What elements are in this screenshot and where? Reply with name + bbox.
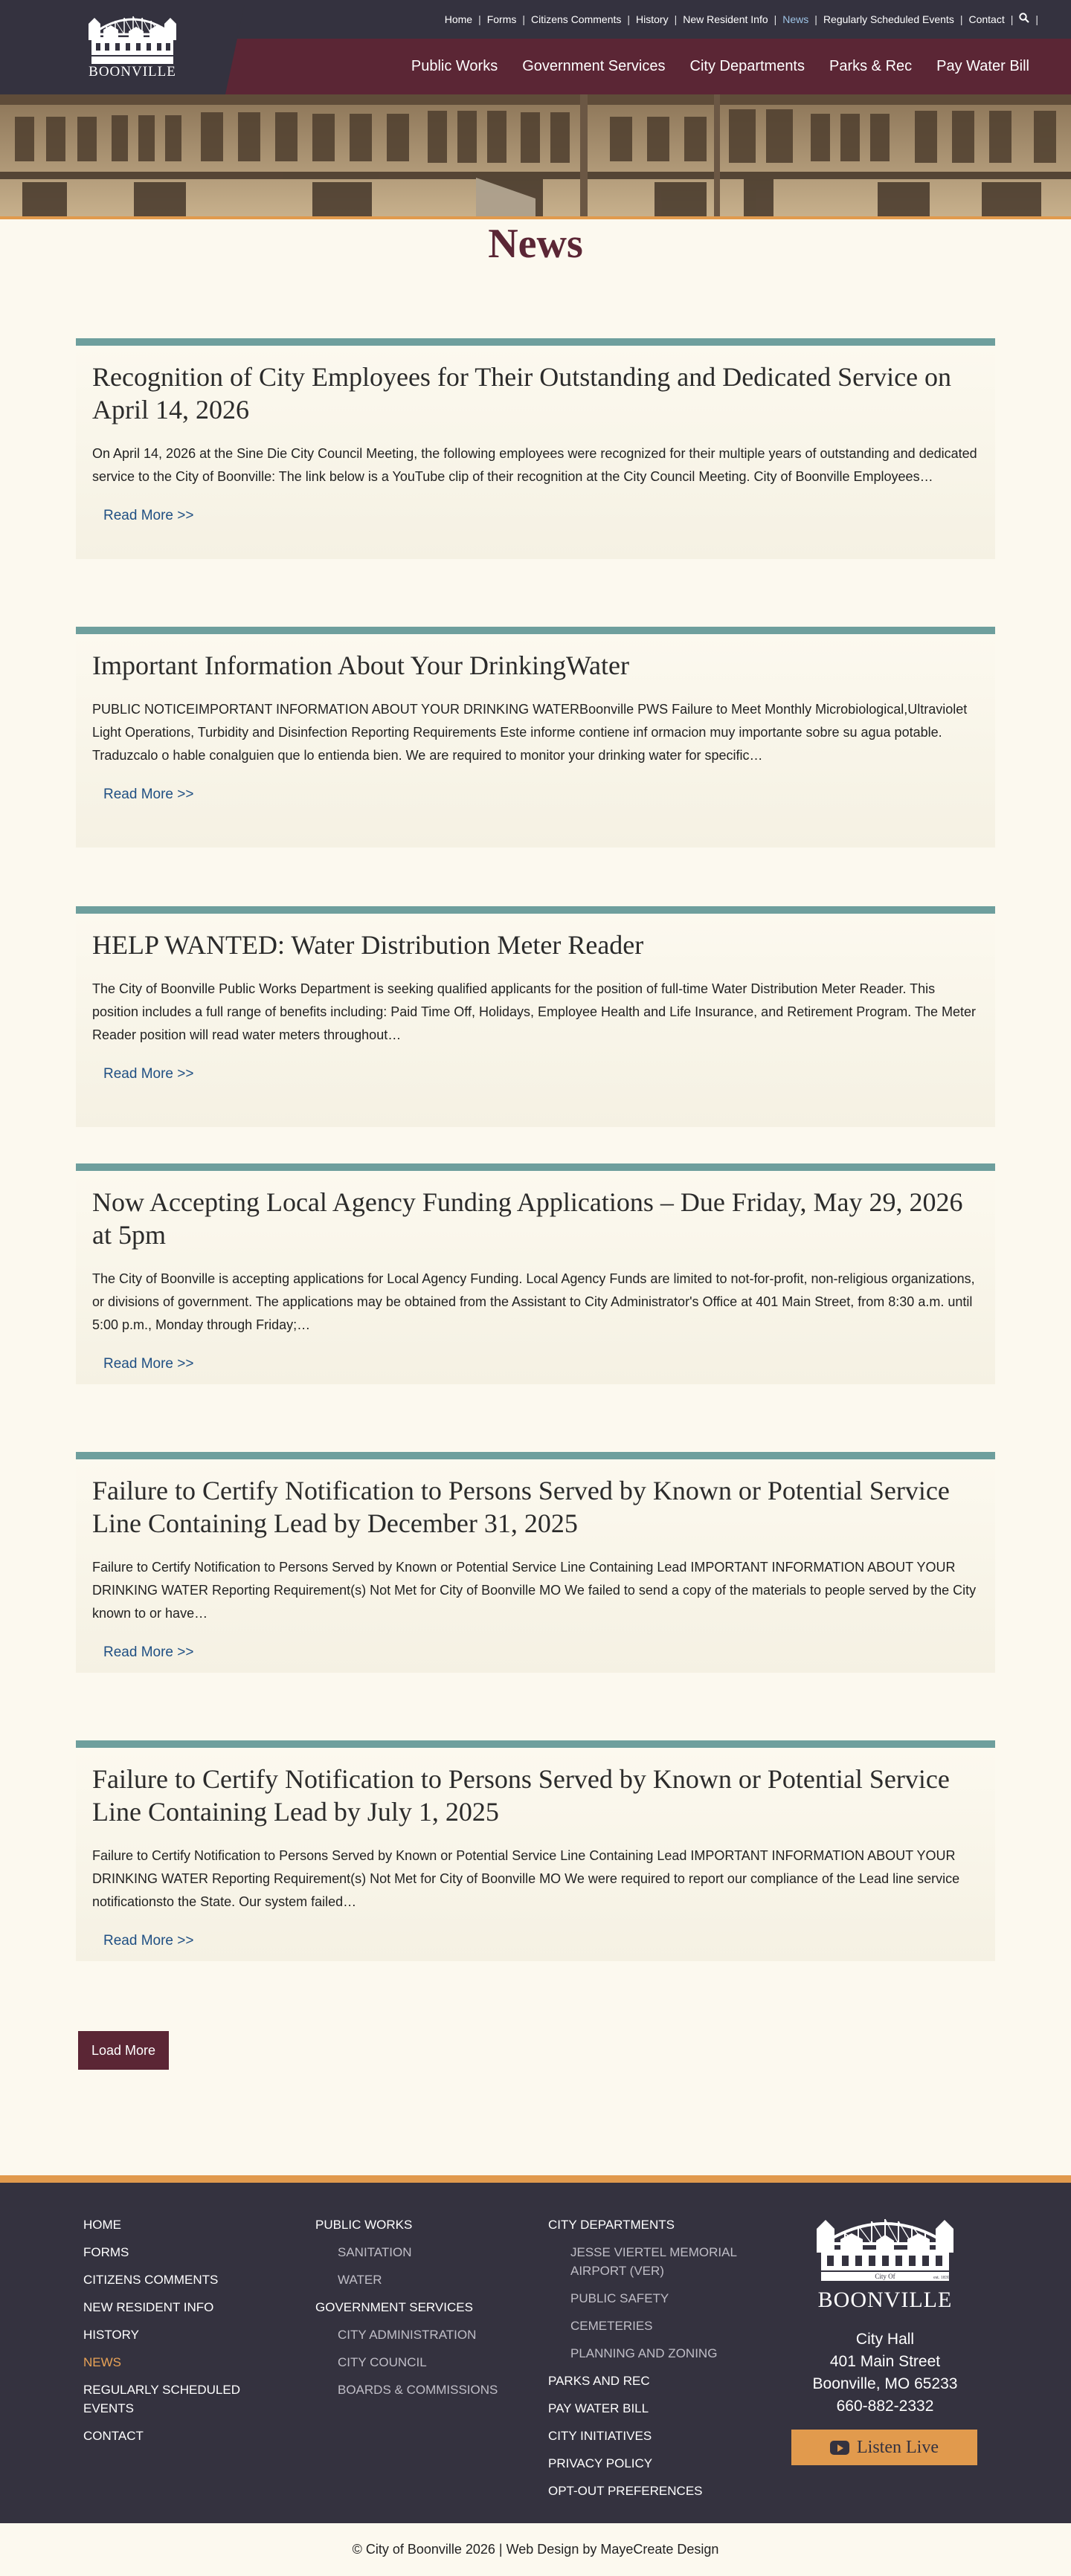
article-excerpt: The City of Boonville is accepting applications for Local Agency Funding. Local Agency Funds are limited to not-for-profit, non-religious organizations, or divisions of government. The applications may be obtained from the Assistant to City Administrator's Office at 401 Main Street, from 8:30 a.m. until 5:00 p.m., Monday through Friday;… — [92, 1271, 975, 1332]
listen-live-button[interactable] — [791, 2430, 977, 2465]
top-bar — [223, 0, 1071, 39]
footer-link-city-council[interactable]: CITY COUNCIL — [338, 2355, 427, 2369]
news-article — [76, 1452, 995, 1673]
footer-link-city-departments[interactable]: CITY DEPARTMENTS — [548, 2218, 675, 2232]
footer-col-main — [83, 2211, 277, 2450]
footer-link-cemeteries[interactable]: CEMETERIES — [570, 2319, 653, 2333]
footer-col-services — [315, 2211, 538, 2404]
read-more-link[interactable]: Read More >> — [103, 1356, 194, 1372]
read-more-link[interactable]: Read More >> — [103, 1933, 194, 1949]
footer-contact — [792, 2328, 978, 2418]
contact-street: 401 Main Street — [829, 2353, 941, 2370]
footer-link-citizens-comments[interactable]: CITIZENS COMMENTS — [83, 2273, 219, 2287]
main-nav — [387, 58, 1029, 75]
footer-logo-small-text: City Of — [875, 2273, 895, 2280]
main-nav-city-departments[interactable]: City Departments — [689, 58, 805, 74]
main-bar — [223, 39, 1071, 94]
main-nav-pay-water-bill[interactable]: Pay Water Bill — [936, 58, 1029, 74]
top-nav-home[interactable]: Home — [444, 13, 473, 25]
top-nav: Home | Forms | Citizens Comments | History | New Resident Info | News | Regularly Scheduled Events | Contact | | — [439, 13, 1038, 25]
footer-logo-est-text: est. 1839 — [933, 2276, 950, 2280]
footer-link-city-administration[interactable]: CITY ADMINISTRATION — [338, 2328, 477, 2342]
footer-link-sanitation[interactable]: SANITATION — [338, 2245, 412, 2259]
top-nav-news[interactable]: News — [782, 13, 809, 25]
footer-link-public-works[interactable]: PUBLIC WORKS — [315, 2218, 413, 2232]
footer-link-public-safety[interactable]: PUBLIC SAFETY — [570, 2291, 669, 2305]
footer-link-boards-commissions[interactable]: BOARDS & COMMISSIONS — [338, 2383, 498, 2397]
footer-logo-text: BOONVILLE — [817, 2288, 953, 2312]
article-title[interactable]: Failure to Certify Notification to Persons Served by Known or Potential Service Line Containing Lead by December 31, 2025 — [92, 1476, 950, 1538]
top-nav-new-resident-info[interactable]: New Resident Info — [683, 13, 768, 25]
article-title[interactable]: Failure to Certify Notification to Persons Served by Known or Potential Service Line Containing Lead by July 1, 2025 — [92, 1764, 950, 1827]
search-icon[interactable] — [1013, 13, 1035, 25]
footer-link-new-resident-info[interactable]: NEW RESIDENT INFO — [83, 2300, 214, 2314]
load-more-button[interactable]: Load More — [78, 2031, 169, 2070]
copyright-text: © City of Boonville 2026 | Web Design by MayeCreate Design — [352, 2542, 719, 2557]
hero-storefront-image — [0, 94, 1071, 216]
article-title[interactable]: Important Information About Your DrinkingWater — [92, 651, 630, 680]
read-more-link[interactable]: Read More >> — [103, 787, 194, 802]
top-nav-history[interactable]: History — [636, 13, 669, 25]
listen-live-label: Listen Live — [857, 2437, 939, 2457]
article-excerpt: Failure to Certify Notification to Persons Served by Known or Potential Service Line Containing Lead IMPORTANT INFORMATION ABOUT YOUR DRINKING WATER Reporting Requirement(s) Not Met for City of Boonville MO We were required to report our compliance of the Lead line service notificationsto the State. Our system failed… — [92, 1848, 960, 1909]
footer-link-pay-water-bill[interactable]: PAY WATER BILL — [548, 2401, 649, 2415]
copyright-bar — [0, 2523, 1071, 2576]
contact-phone[interactable]: 660-882-2332 — [836, 2398, 934, 2415]
main-nav-public-works[interactable]: Public Works — [411, 58, 498, 74]
read-more-link[interactable]: Read More >> — [103, 1644, 194, 1660]
footer-col-departments — [548, 2211, 771, 2505]
logo-text: BOONVILLE — [89, 64, 176, 80]
contact-name: City Hall — [855, 2331, 915, 2348]
article-excerpt: The City of Boonville Public Works Department is seeking qualified applicants for the position of full-time Water Distribution Meter Reader. This position includes a full range of benefits including: Paid Time Off, Holidays, Employee Health and Life Insurance, and Retirement Program. The Meter Reader position will read water meters throughout… — [92, 981, 976, 1042]
footer-link-opt-out-preferences[interactable]: OPT-OUT PREFERENCES — [548, 2484, 703, 2498]
footer-link-privacy-policy[interactable]: PRIVACY POLICY — [548, 2456, 653, 2470]
news-article — [76, 1740, 995, 1961]
site-header — [0, 0, 1071, 94]
footer-link-airport[interactable]: JESSE VIERTEL MEMORIAL AIRPORT (VER) — [570, 2245, 737, 2278]
logo-panel — [0, 0, 223, 94]
article-excerpt: PUBLIC NOTICEIMPORTANT INFORMATION ABOUT YOUR DRINKING WATERBoonville PWS Failure to Meet Monthly Microbiological,Ultraviolet Light Operations, Turbidity and Disinfection Reporting Requirements Este informe contiene inf ormacion muy importante sobre su agua potable. Traduzcalo o hable conalguien que lo entienda bien. We are required to monitor your drinking water for specific… — [92, 702, 968, 763]
footer-link-forms[interactable]: FORMS — [83, 2245, 129, 2259]
article-title[interactable]: HELP WANTED: Water Distribution Meter Reader — [92, 930, 644, 960]
top-nav-contact[interactable]: Contact — [968, 13, 1005, 25]
main-nav-parks-rec[interactable]: Parks & Rec — [829, 58, 913, 74]
top-nav-regularly-scheduled-events[interactable]: Regularly Scheduled Events — [823, 13, 954, 25]
footer-link-contact[interactable]: CONTACT — [83, 2429, 144, 2443]
site-logo[interactable] — [80, 7, 184, 85]
footer-link-city-initiatives[interactable]: CITY INITIATIVES — [548, 2429, 652, 2443]
top-nav-citizens-comments[interactable]: Citizens Comments — [531, 13, 622, 25]
footer-logo-bridge-icon — [811, 2205, 959, 2287]
hero-banner — [0, 94, 1071, 219]
main-nav-government-services[interactable]: Government Services — [522, 58, 666, 74]
footer-link-news[interactable]: NEWS — [83, 2355, 121, 2369]
footer-link-planning-zoning[interactable]: PLANNING AND ZONING — [570, 2346, 718, 2360]
news-article — [76, 627, 995, 848]
article-title[interactable]: Recognition of City Employees for Their Outstanding and Dedicated Service on April 14, 2026 — [92, 362, 952, 425]
page-title: News — [488, 221, 583, 267]
news-article — [76, 906, 995, 1127]
top-nav-forms[interactable]: Forms — [486, 13, 517, 25]
footer-logo[interactable] — [811, 2205, 959, 2313]
footer-link-water[interactable]: WATER — [338, 2273, 382, 2287]
logo-bridge-icon — [84, 7, 181, 65]
read-more-link[interactable]: Read More >> — [103, 1066, 194, 1082]
article-title[interactable]: Now Accepting Local Agency Funding Applications – Due Friday, May 29, 2026 at 5pm — [92, 1187, 963, 1250]
youtube-icon — [830, 2441, 849, 2455]
news-article — [76, 1163, 995, 1384]
footer-link-parks-rec[interactable]: PARKS AND REC — [548, 2374, 650, 2388]
footer-link-home[interactable]: HOME — [83, 2218, 121, 2232]
news-article — [76, 338, 995, 559]
footer-link-regularly-scheduled-events[interactable]: REGULARLY SCHEDULED EVENTS — [83, 2383, 240, 2415]
article-excerpt: On April 14, 2026 at the Sine Die City Council Meeting, the following employees were recognized for their multiple years of outstanding and dedicated service to the City of Boonville: The link below is a YouTube clip of their recognition at the City Council Meeting. City of Boonville Employees… — [92, 446, 977, 484]
contact-city: Boonville, MO 65233 — [812, 2375, 958, 2392]
footer-link-history[interactable]: HISTORY — [83, 2328, 139, 2342]
footer-link-government-services[interactable]: GOVERNMENT SERVICES — [315, 2300, 473, 2314]
article-excerpt: Failure to Certify Notification to Persons Served by Known or Potential Service Line Containing Lead IMPORTANT INFORMATION ABOUT YOUR DRINKING WATER Reporting Requirement(s) Not Met for City of Boonville MO We failed to send a copy of the materials to people served by the City known to or have… — [92, 1560, 977, 1621]
read-more-link[interactable]: Read More >> — [103, 508, 194, 523]
site-footer — [0, 2175, 1071, 2523]
